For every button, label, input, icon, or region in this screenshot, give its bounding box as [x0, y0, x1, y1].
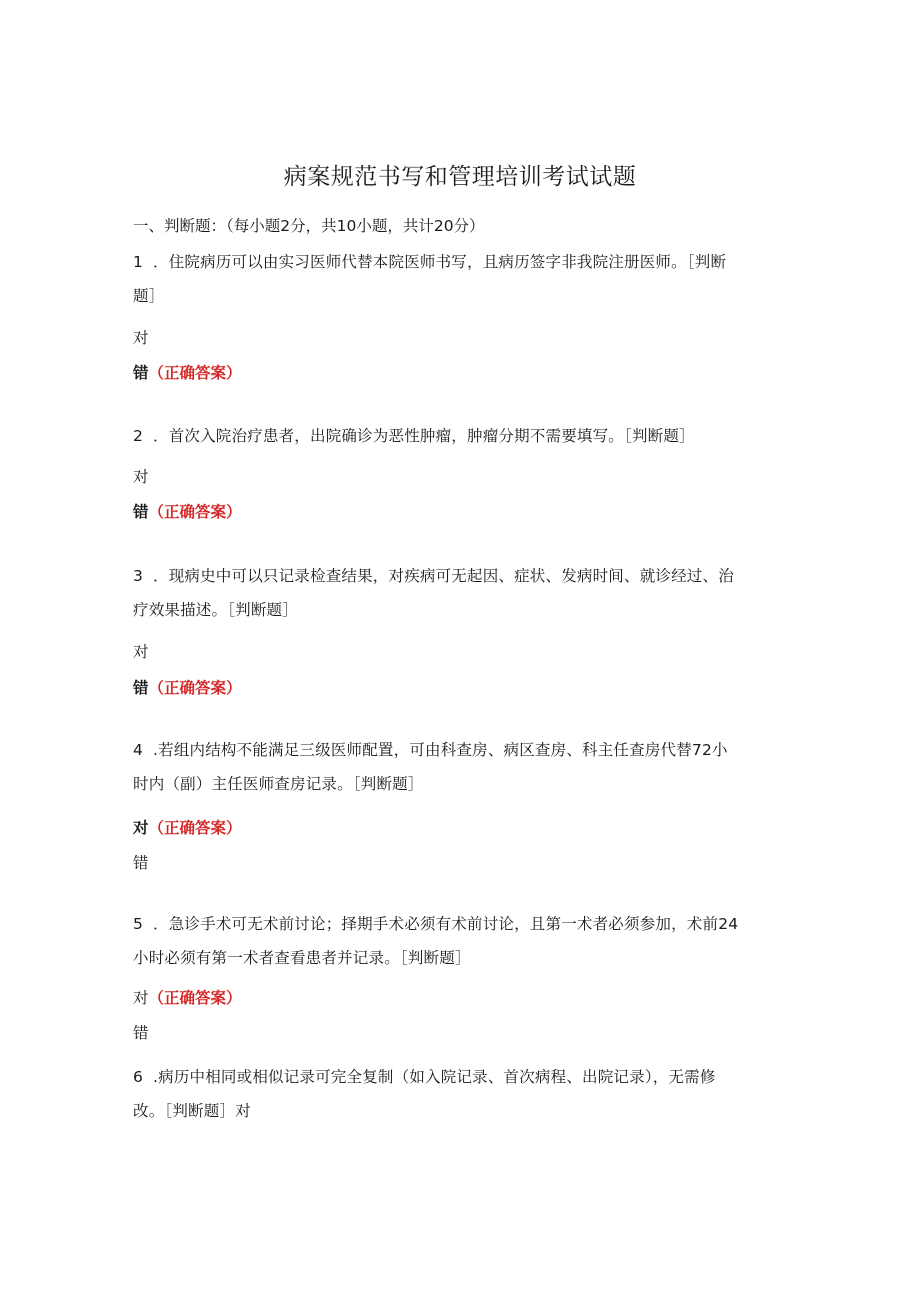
correct-answer-mark: （正确答案）	[148, 679, 242, 697]
correct-answer-mark: （正确答案）	[148, 364, 242, 382]
question-text: ．现病史中可以只记录检查结果，对疾病可无起因、症状、发病时间、就诊经过、治	[153, 567, 734, 585]
option-false[interactable]: 错	[133, 854, 149, 872]
question-number: 4	[133, 741, 144, 759]
question-number: 3	[133, 567, 144, 585]
question-2-line1	[133, 419, 783, 453]
option-true[interactable]: 对（正确答案）	[133, 989, 242, 1007]
question-number: 5	[133, 915, 144, 933]
option-false[interactable]: 错	[133, 1024, 149, 1042]
correct-answer-mark: （正确答案）	[148, 989, 242, 1007]
option-false[interactable]: 错（正确答案）	[133, 503, 242, 521]
correct-answer-mark: （正确答案）	[148, 503, 242, 521]
question-1-line1	[133, 245, 783, 279]
question-4-line1	[133, 733, 783, 767]
option-true[interactable]: 对	[133, 643, 149, 661]
correct-answer-mark: （正确答案）	[148, 819, 242, 837]
question-4-line2: 时内（副）主任医师查房记录。［判断题］	[133, 775, 424, 793]
question-2	[133, 419, 783, 453]
question-6-line1	[133, 1060, 783, 1094]
question-text: .若组内结构不能满足三级医师配置，可由科查房、病区查房、科主任查房代替72小	[153, 741, 728, 759]
question-5-line2: 小时必须有第一术者查看患者并记录。［判断题］	[133, 949, 471, 967]
question-3-line2: 疗效果描述。［判断题］	[133, 601, 298, 619]
question-1-line2: 题］	[133, 287, 165, 305]
question-number: 2	[133, 427, 144, 445]
option-true[interactable]: 对	[133, 329, 149, 347]
question-number: 6	[133, 1068, 144, 1086]
option-false[interactable]: 错（正确答案）	[133, 679, 242, 697]
question-text: ．急诊手术可无术前讨论；择期手术必须有术前讨论，且第一术者必须参加，术前24	[153, 915, 739, 933]
question-1	[133, 245, 783, 313]
option-true[interactable]: 对	[133, 468, 149, 486]
question-5-line1	[133, 907, 783, 941]
question-3-line1	[133, 559, 783, 593]
question-text: ．首次入院治疗患者，出院确诊为恶性肿瘤，肿瘤分期不需要填写。［判断题］	[153, 427, 695, 445]
question-6-line2: 改。［判断题］对	[133, 1102, 251, 1120]
question-3	[133, 559, 783, 627]
question-text: ．住院病历可以由实习医师代替本院医师书写，且病历签字非我院注册医师。［判断	[153, 253, 727, 271]
question-4	[133, 733, 783, 801]
question-6	[133, 1060, 783, 1128]
question-number: 1	[133, 253, 144, 271]
document-title: 病案规范书写和管理培训考试试题	[283, 164, 637, 190]
section-header: 一、判断题：（每小题2分，共10小题，共计20分）	[133, 217, 485, 235]
question-text: .病历中相同或相似记录可完全复制（如入院记录、首次病程、出院记录），无需修	[153, 1068, 716, 1086]
question-5	[133, 907, 783, 975]
option-true[interactable]: 对（正确答案）	[133, 819, 242, 837]
option-false[interactable]: 错（正确答案）	[133, 364, 242, 382]
